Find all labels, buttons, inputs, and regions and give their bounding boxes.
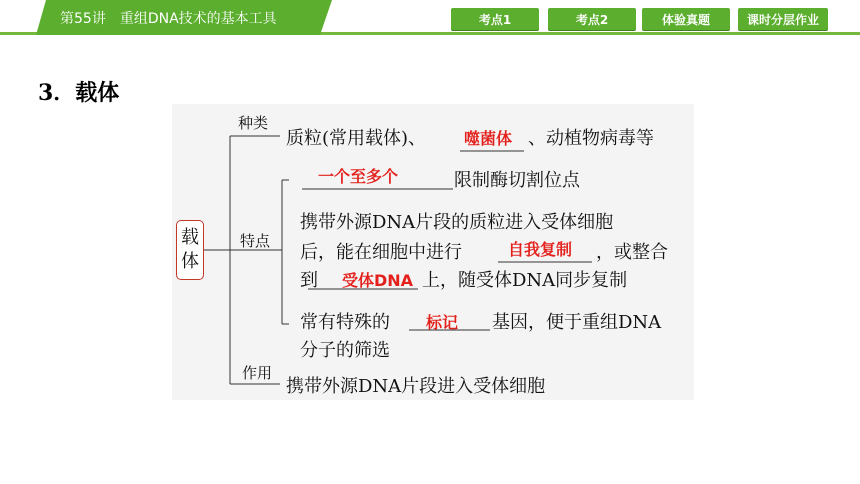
lecture-title: 第55讲 重组DNA技术的基本工具 (60, 11, 277, 27)
feature2-answer2: 受体DNA (342, 271, 414, 290)
section-heading: 3．载体 (38, 80, 120, 106)
feature2-line3-before: 到 (300, 270, 318, 291)
feature3-line2: 分子的筛选 (300, 340, 390, 361)
label-kinds: 种类 (238, 114, 269, 132)
label-features: 特点 (240, 232, 271, 250)
root-char-2: 体 (181, 251, 199, 272)
feature3-text-before: 常有特殊的 (300, 312, 390, 333)
kinds-text-before: 质粒(常用载体)、 (286, 128, 427, 149)
nav-button-zhenti[interactable]: 体验真题 (642, 8, 730, 30)
nav-button-kaodian1[interactable]: 考点1 (451, 8, 539, 30)
feature2-line3-after: 上，随受体DNA同步复制 (422, 270, 628, 291)
nav-button-zuoye[interactable]: 课时分层作业 (738, 8, 828, 30)
kinds-text-after: 、动植物病毒等 (528, 128, 654, 149)
function-text: 携带外源DNA片段进入受体细胞 (286, 376, 546, 397)
root-node-vector (176, 220, 204, 280)
nav-button-kaodian2[interactable]: 考点2 (548, 8, 636, 30)
feature2-answer1: 自我复制 (508, 240, 573, 259)
feature2-line2-after: ，或整合 (596, 242, 668, 263)
kinds-answer: 噬菌体 (464, 129, 513, 148)
feature3-text-after: 基因，便于重组DNA (492, 312, 662, 333)
label-function: 作用 (242, 364, 273, 382)
vector-concept-diagram (172, 104, 694, 400)
feature3-answer: 标记 (426, 313, 459, 332)
feature2-line1: 携带外源DNA片段的质粒进入受体细胞 (300, 212, 614, 233)
root-char-1: 载 (181, 227, 199, 248)
feature2-line2-before: 后，能在细胞中进行 (300, 242, 462, 263)
feature1-text: 限制酶切割位点 (454, 170, 580, 191)
feature1-answer: 一个至多个 (318, 167, 399, 186)
